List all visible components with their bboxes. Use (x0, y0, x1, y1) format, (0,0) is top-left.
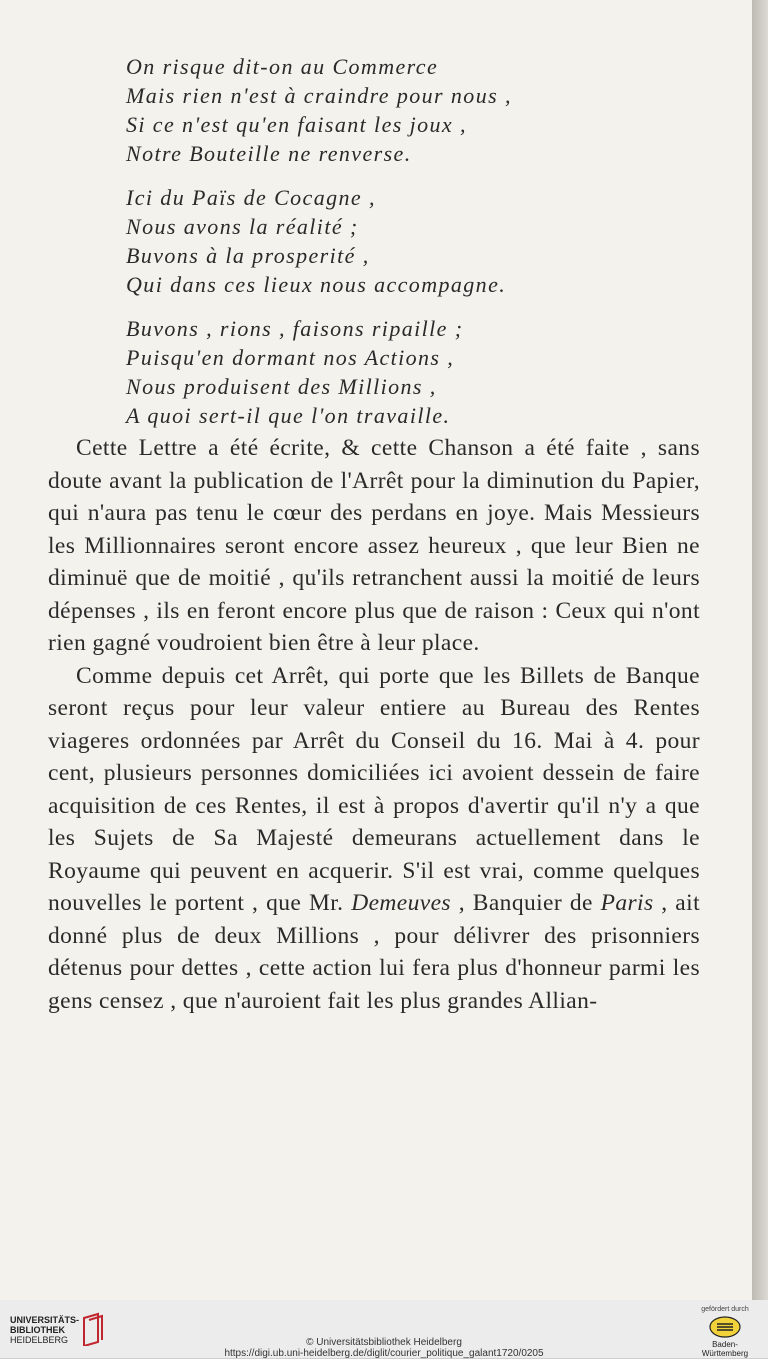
page-text (48, 52, 700, 1017)
viewer-footer (0, 1300, 768, 1358)
verse-line: Ici du Païs de Cocagne , (126, 185, 376, 210)
verse-line: Buvons à la prosperité , (126, 243, 370, 268)
stanza-3 (126, 314, 700, 430)
library-name-line: UNIVERSITÄTS- (10, 1315, 80, 1325)
paragraph-1: Cette Lettre a été écrite, & cette Chanson a été faite , sans doute avant la publication de l'Arrêt pour la diminution du Papier, qui n'aura pas tenu le cœur des perdans en joye. Mais Messieurs les Millionnaires seront encore assez heureux , que leur Bien ne diminuë que de moitié , qu'ils retranchent aussi la moitié de leurs dépenses , ils en feront encore plus que de raison : Ceux qui n'ont rien gagné voudroient bien être à leur place. (48, 435, 700, 656)
verse-line: Mais rien n'est à craindre pour nous , (126, 83, 512, 108)
paragraph-2-text: , Banquier de (450, 890, 601, 916)
permalink[interactable]: https://digi.ub.uni-heidelberg.de/diglit/courier_politique_galant1720/0205 (224, 1348, 544, 1359)
place-name: Paris (600, 890, 654, 916)
song-verses (48, 52, 700, 430)
verse-line: A quoi sert-il que l'on travaille. (126, 403, 451, 428)
library-name-line: HEIDELBERG (10, 1335, 69, 1345)
copyright-notice: © Universitätsbibliothek Heidelberg (306, 1337, 462, 1348)
verse-line: Puisqu'en dormant nos Actions , (126, 345, 455, 370)
verse-line: On risque dit-on au Commerce (126, 54, 439, 79)
verse-line: Si ce n'est qu'en faisant les joux , (126, 112, 467, 137)
stanza-1 (126, 52, 700, 168)
verse-line: Qui dans ces lieux nous accompagne. (126, 272, 507, 297)
verse-line: Buvons , rions , faisons ripaille ; (126, 316, 464, 341)
stanza-2 (126, 183, 700, 299)
page-edge (752, 0, 768, 1300)
funder-block[interactable] (690, 1306, 760, 1358)
paragraph-2-text: , ait donné plus de deux Millions , pour délivrer des prisonniers détenus pour dettes , cette action lui fera plus d'honneur parmi les gens censez , que n'auroient fait les plus grandes Allian- (48, 890, 701, 1014)
verse-line: Nous produisent des Millions , (126, 374, 437, 399)
verse-line: Nous avons la réalité ; (126, 214, 359, 239)
paragraph-2 (48, 660, 700, 1018)
person-name: Demeuves (351, 890, 451, 916)
library-name-line: BIBLIOTHEK (10, 1325, 65, 1335)
paragraph-2-text: Comme depuis cet Arrêt, qui porte que les Billets de Banque seront reçus pour leur valeur entiere au Bureau des Rentes viageres ordonnées par Arrêt du Conseil du 16. Mai à 4. pour cent, plusieurs personnes domiciliées ici avoient dessein de faire acquisition de ces Rentes, il est à propos d'avertir qu'il n'y a que les Sujets de Sa Majesté demeurans actuellement dans le Royaume qui peuvent en acquerir. S'il est vrai, comme quelques nouvelles le portent , que Mr. (48, 662, 700, 916)
state-crest-icon (708, 1316, 742, 1338)
funder-name: Baden-Württemberg (701, 1340, 749, 1358)
verse-line: Notre Bouteille ne renverse. (126, 141, 412, 166)
funded-by-label: gefördert durch (701, 1306, 749, 1313)
prose-body (48, 432, 700, 1017)
